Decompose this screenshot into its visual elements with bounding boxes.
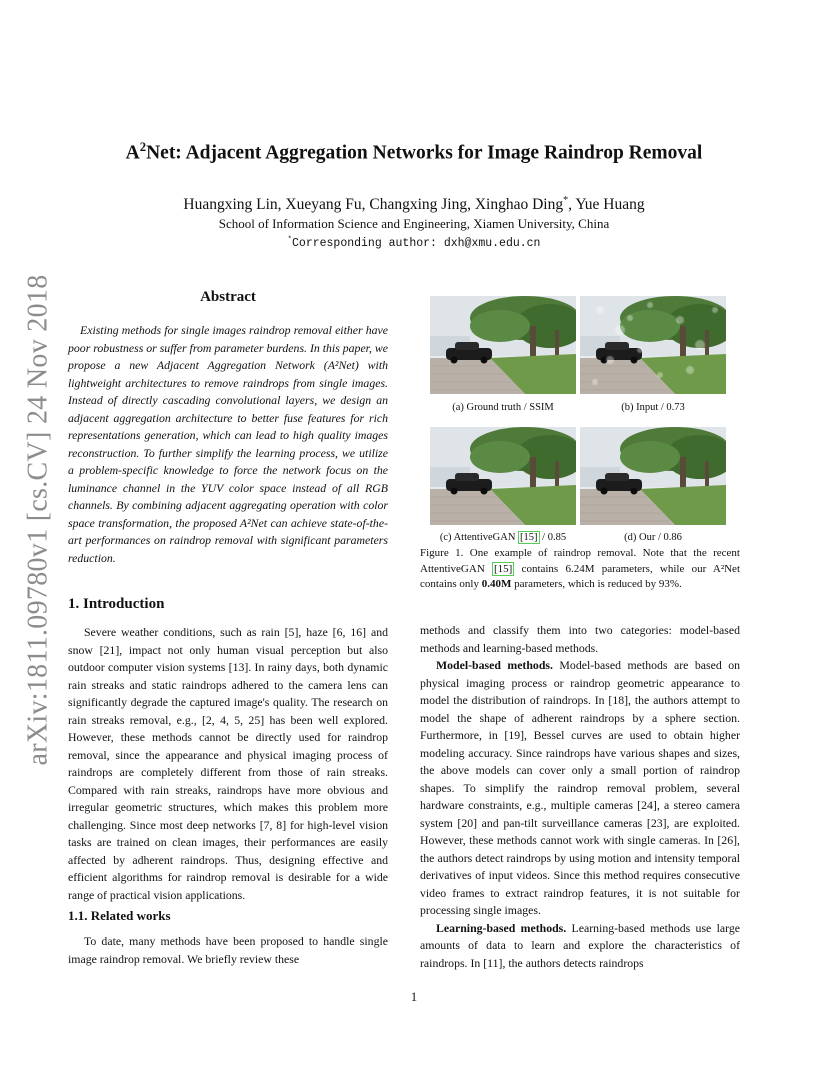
corresponding-email: *Corresponding author: dxh@xmu.edu.cn (287, 236, 541, 250)
methods-overview-paragraph: methods and classify them into two categories: model-based methods and learning-based methods. (420, 623, 740, 655)
paper-title: $A^2Net$: Adjacent Aggregation Networks for Image Raindrop Removal (125, 140, 703, 164)
subsection-heading-related-works: 1.1. Related works (68, 908, 171, 923)
citation-link-15-caption[interactable]: [15] (494, 562, 513, 575)
arxiv-id: arXiv:1811.09780v1 [cs.CV] 24 Nov 2018 (22, 274, 54, 766)
citation-link-15[interactable]: [15] (520, 532, 538, 543)
page-number: 1 (410, 990, 418, 1004)
figure-image-ours (580, 427, 735, 525)
figure-image-ground-truth (430, 296, 585, 394)
abstract-body: Existing methods for single images raindrop removal either have poor robustness or suffer from parameter burdens. In this paper, we propose a new Adjacent Aggregation Network (A²Net) with lightweight architectures to remove raindrops from single images. Instead of directly cascading convolutional layers, we design an adjacent aggregation architecture to better fuse features for rich representations generation, which can lead to high quality images reconstruction. To further simplify the learning process, we utilize a problem-specific knowledge to force the network focus on the luminance channel in the YUV color space instead of all RGB channels. By combining adjacent aggregating operation with color space transformation, the proposed A²Net can achieve state-of-the-art performances on raindrop removal with significant parameters reduction. (68, 323, 388, 565)
figure-subcaption-d: (d) Our / 0.86 (624, 532, 682, 543)
right-column-text (420, 622, 740, 972)
figure-subcaption-c: (c) AttentiveGAN [15] / 0.85 (439, 532, 567, 543)
section-heading-introduction: 1. Introduction (68, 596, 165, 612)
figure-subcaption-b: (b) Input / 0.73 (621, 402, 685, 413)
abstract-heading: Abstract (200, 289, 256, 305)
affiliation: School of Information Science and Engineering, Xiamen University, China (218, 216, 610, 231)
figure-subcaption-a: (a) Ground truth / SSIM (452, 402, 554, 413)
intro-paragraph: Severe weather conditions, such as rain [5], haze [6, 16] and snow [21], impact not only human visual perception but also outdoor computer vision systems [13]. In rainy days, both dynamic rain streaks and static raindrops adhered to the camera lens can significantly degrade the captured image's quality. The research on rain streaks removal, e.g., [2, 4, 5, 25] has been well explored. However, these methods cannot be directly used for raindrop removal, since the appearance and physical imaging process of raindrops are completely different from those of rain streaks. Compared with rain streaks, raindrops have more obvious and irregular geometric structures, which makes this problem more challenging. Since most deep networks [7, 8] for high-level vision tasks are trained on clean images, their performances are easily affected by adherent raindrops. Thus, designing effective and efficient algorithms for raindrop removal is desirable for a wide range of practical vision applications. (68, 625, 388, 902)
model-based-paragraph: Model-based methods. Model-based methods are based on physical imaging process or raindrop geometric appearance to model the distribution of raindrops. In [18], the authors attempt to model the shape of adherent raindrops by a sphere section. Furthermore, in [19], Bessel curves are used to obtain higher modeling accuracy. Since raindrops have various shapes and sizes, the above models can cover only a small portion of raindrop shapes. To simplify the raindrop removal problem, several hardware constraints, e.g., multiple cameras [24], a stereo camera system [20] and pan-tilt surveillance cameras [23], are exploited. However, these methods cannot work with single cameras. In [26], the authors detect raindrops by using motion and intensity temporal derivatives of input videos. Since this method requires consecutive video frames to extract raindrop features, it is not suitable for processing single images. (420, 658, 740, 917)
author-list: Huangxing Lin, Xueyang Fu, Changxing Jing, Xinghao Ding*, Yue Huang (183, 195, 645, 214)
figure-image-attentivegan (430, 427, 585, 525)
related-works-paragraph: To date, many methods have been proposed to handle single image raindrop removal. We briefly review these (68, 934, 388, 966)
figure-image-input (580, 296, 735, 394)
figure-1-caption: Figure 1. One example of raindrop removal. Note that the recent AttentiveGAN [15] contains 6.24M parameters, while our A²Net contains only 0.40M parameters, which is reduced by 93%. (420, 547, 740, 590)
learning-based-paragraph: Learning-based methods. Learning-based methods use large amounts of data to learn and explore the characteristics of raindrops. In [11], the authors detects raindrops (420, 920, 740, 970)
